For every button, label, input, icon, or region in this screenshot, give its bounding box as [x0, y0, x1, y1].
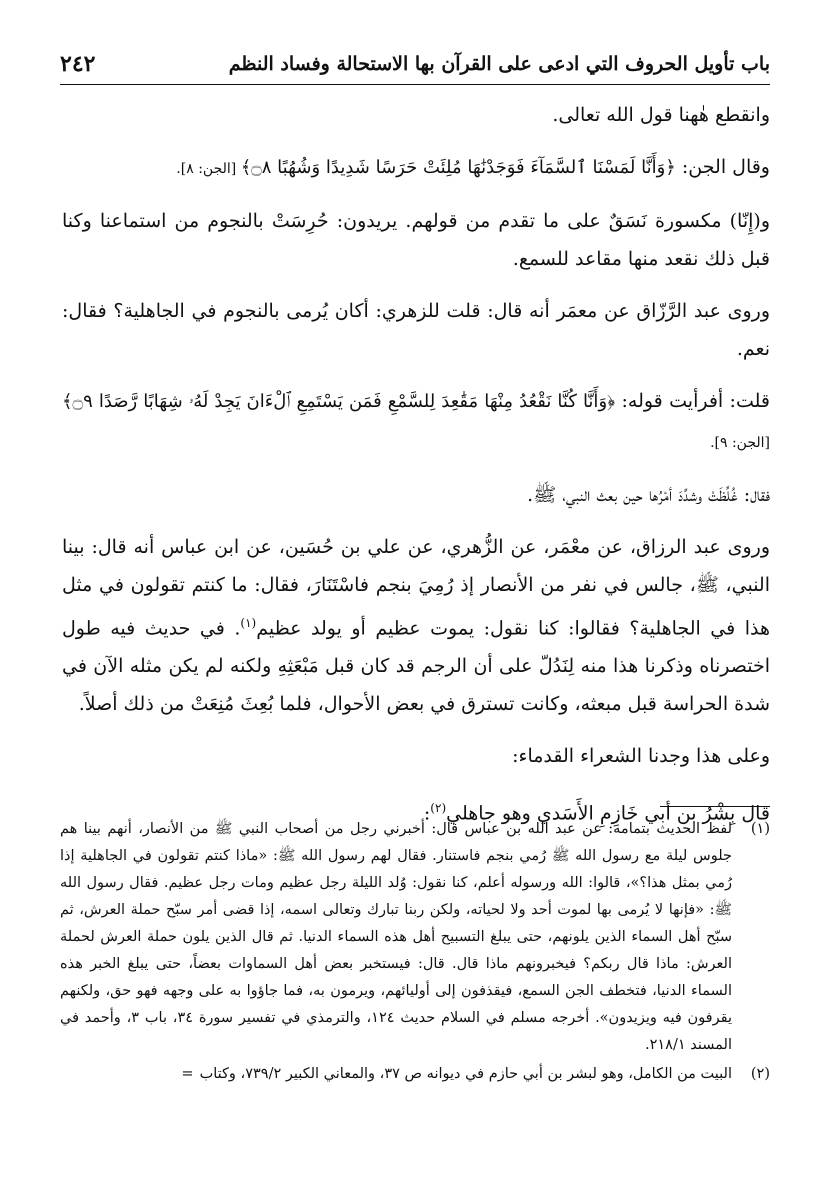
paragraph: و(إِنّا) مكسورة نَسَقٌ على ما تقدم من قولهم. يريدون: حُرِسَتْ بالنجوم من استماعنا وكنا قبل ذلك نقعد منها مقاعد للسمع.	[62, 210, 770, 270]
footnote-body: البيت من الكامل، وهو لبشر بن أبي حازم في ديوانه ص ٣٧، والمعاني الكبير ٧٣٩/٢، وكتاب	[199, 1066, 732, 1082]
footnote-mark: (٢)	[750, 1066, 770, 1082]
paragraph-quran-quote-1	[62, 148, 770, 188]
paragraph-text: :	[423, 802, 431, 825]
paragraph-lead: وقال الجن:	[675, 156, 770, 178]
footnotes	[60, 816, 770, 1090]
running-header	[60, 44, 770, 85]
verse-reference: [الجن: ٨].	[176, 161, 241, 177]
paragraph-hadith	[62, 528, 770, 723]
paragraph-text: . في حديث فيه طول اختصرناه وذكرنا هذا منه لِنَدُلّ على أن الرجم قد كان قبل مَبْعَثِهِ ولكنه لم يكن مثله الآن في شدة الحراسة قبل مبعثه، وكانت تسترق في بعض الأحوال، فلما بُعِثَ مُنِعَتْ من ذلك أصلاً.	[62, 617, 770, 716]
footnote-ref[interactable]: (٢)	[430, 801, 447, 816]
paragraph-quran-quote-2	[62, 382, 770, 462]
footnote	[60, 816, 770, 1059]
paragraph: وروى عبد الرَّزّاق عن معمَر أنه قال: قلت للزهري: أكان يُرمى بالنجوم في الجاهلية؟ فقال: نعم.	[62, 300, 770, 360]
quran-verse: ﴿وَأَنَّا كُنَّا نَقْعُدُ مِنْهَا مَقَٰعِدَ لِلسَّمْعِ فَمَن يَسْتَمِعِ ٱلْءَانَ يَجِدْ لَهُۥ شِهَابًا رَّصَدًا ۝٩﴾	[62, 391, 616, 412]
footnote-ref[interactable]: (١)	[240, 616, 257, 630]
footnote	[60, 1061, 770, 1088]
continuation-mark: =	[181, 1066, 194, 1082]
footnote-text: لفظ الحديث بتمامه: عن عبد الله بن عباس قال: أخبرني رجل من أصحاب النبي ﷺ من الأنصار، أنهم بينا هم جلوس ليلة مع رسول الله ﷺ رُمي بنجم فاستنار. فقال لهم رسول الله ﷺ: «ماذا كنتم تقولون في الجاهلية إذا رُمي بمثل هذا؟»، قالوا: الله ورسوله أعلم، كنا نقول: وُلد الليلة رجل عظيم ومات رجل عظيم. فقال رسول الله ﷺ: «فإنها لا يُرمى بها لموت أحد ولا لحياته، ولكن ربنا تبارك وتعالى اسمه، إذا قضى أمر سبّح حملة العرش، ثم سبّح أهل السماء الذين يلونهم، حتى يبلغ التسبيح أهل هذه السماء الدنيا. ثم قال الذين يلون حملة العرش لحملة العرش: ماذا قال ربكم؟ فيخبرونهم ماذا قال. قال: فيستخبر بعض أهل السماوات بعضاً، حتى يبلغ الخبر هذه السماء الدنيا، فتخطف الجن السمع، فيقذفون إلى أوليائهم، ويرمون به، فما جاؤوا به على وجهه فهو حق، ولكنهم يقرفون فيه ويزيدون». أخرجه مسلم في السلام حديث ١٢٤، والترمذي في تفسير سورة ٣٤، باب ٣، وأحمد في المسند ٢١٨/١.	[60, 821, 732, 1053]
paragraph: وانقطع هٰهنا قول الله تعالى.	[552, 104, 770, 126]
footnote-mark: (١)	[750, 821, 770, 837]
paragraph-text: قال بِشْرُ بن أبي خَازِمِ الأَسَدي وهو جاهلي	[446, 802, 770, 825]
verse-reference: [الجن: ٩].	[710, 435, 770, 451]
chapter-title: باب تأويل الحروف التي ادعى على القرآن بها الاستحالة وفساد النظم	[228, 53, 770, 75]
paragraph-lead: قلت: أفرأيت قوله:	[615, 390, 770, 412]
quran-verse: ﴿وَأَنَّا لَمَسْنَا ٱلسَّمَآءَ فَوَجَدْنَٰهَا مُلِئَتْ حَرَسًا شَدِيدًا وَشُهُبًا ۝٨﴾	[240, 157, 676, 178]
paragraph-text: وروى عبد الرزاق، عن معْمَر، عن الزُّهري، عن علي بن حُسَين، عن ابن عباس أنه قال: بينا النبي، ﷺ، جالس في نفر من الأنصار إذ رُمِيَ بنجم فاسْتَنَارَ، فقال: ما كنتم تقولون في مثل هذا في الجاهلية؟ فقالوا: كنا نقول: يموت عظيم أو يولد عظيم	[62, 536, 770, 640]
page-number: ٢٤٢	[60, 51, 96, 77]
paragraph: فقال: غُلِّظَتْ وشدِّدَ أمْرُها حين بعث النبي، ﷺ.	[527, 484, 770, 506]
footnote-separator	[660, 806, 770, 807]
paragraph: وعلى هذا وجدنا الشعراء القدماء:	[512, 745, 770, 768]
footnote-text	[60, 1061, 732, 1088]
main-text	[62, 96, 770, 847]
